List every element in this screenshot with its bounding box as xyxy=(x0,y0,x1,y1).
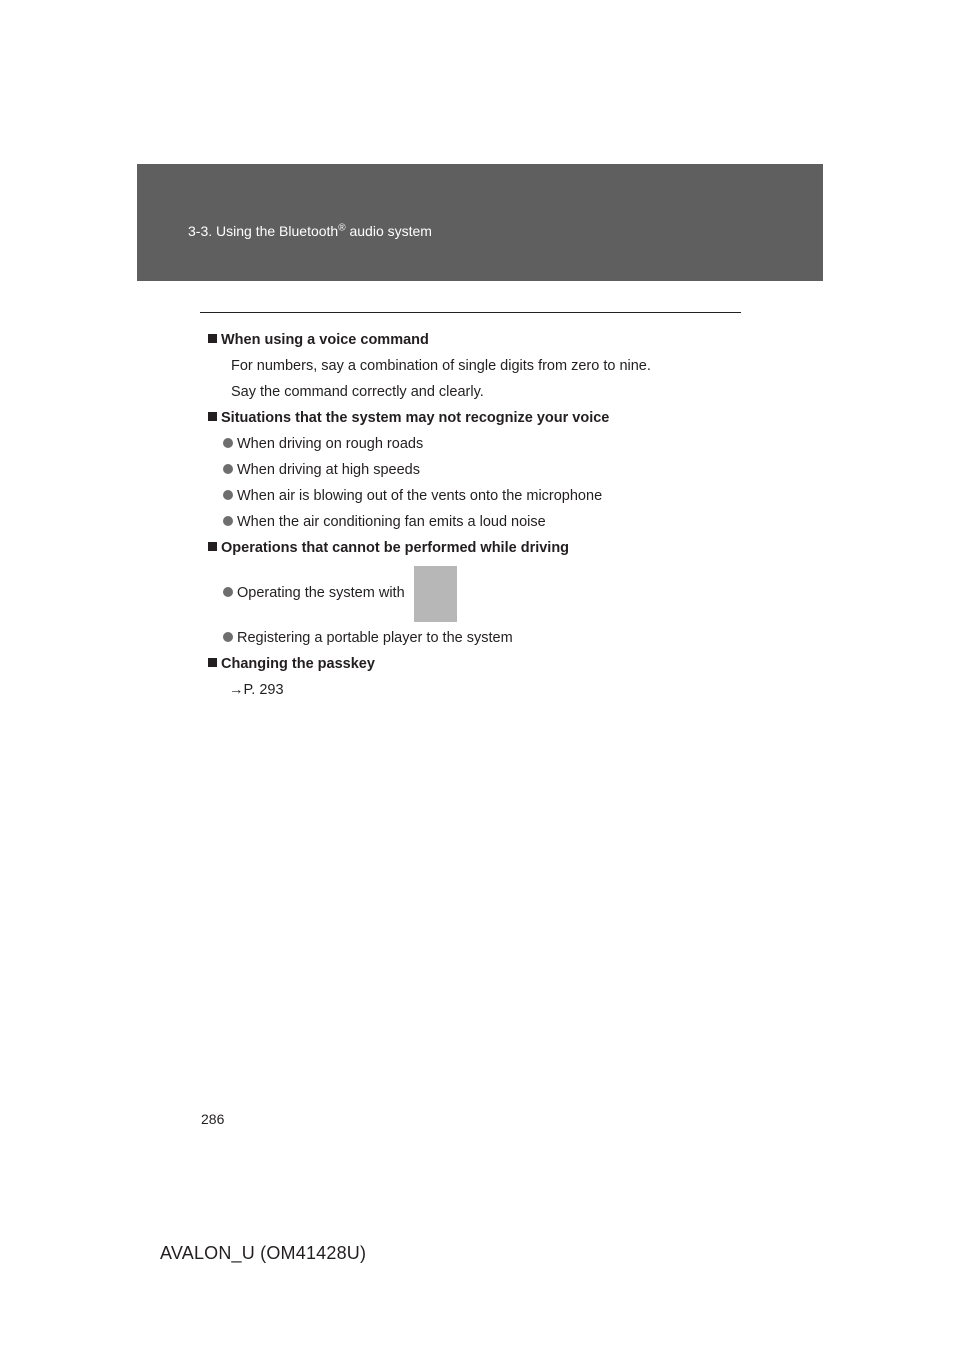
section-title-prefix: 3-3. Using the Bluetooth xyxy=(188,223,339,239)
round-bullet-icon xyxy=(223,587,233,597)
manual-code: AVALON_U (OM41428U) xyxy=(160,1243,367,1263)
page-reference xyxy=(229,677,284,703)
list-item-text: When air is blowing out of the vents onto the microphone xyxy=(237,488,603,504)
list-item-text: Registering a portable player to the system xyxy=(237,630,513,646)
page-number: 286 xyxy=(201,1111,225,1127)
square-bullet-icon xyxy=(208,412,217,421)
round-bullet-icon xyxy=(223,438,233,448)
section-title-suffix: audio system xyxy=(345,223,432,239)
heading-text: Situations that the system may not recognize your voice xyxy=(221,410,610,426)
heading-text: Operations that cannot be performed while driving xyxy=(221,540,570,556)
list-item xyxy=(208,431,748,457)
talk-switch-icon xyxy=(414,566,457,622)
heading-not-recognize xyxy=(208,405,748,431)
section-title xyxy=(188,223,432,239)
round-bullet-icon xyxy=(223,632,233,642)
list-item xyxy=(208,457,748,483)
list-item xyxy=(223,580,405,606)
list-item-text: When the air conditioning fan emits a loud noise xyxy=(237,514,546,530)
heading-cannot-perform xyxy=(208,535,748,561)
list-item-text: When driving on rough roads xyxy=(237,436,424,452)
arrow-right-icon: → xyxy=(229,682,244,698)
heading-voice-command xyxy=(208,327,748,353)
section-header-band xyxy=(137,164,823,281)
page-reference-link[interactable]: P. 293 xyxy=(243,682,284,698)
list-item-text: Operating the system with xyxy=(237,585,405,601)
heading-text: Changing the passkey xyxy=(221,656,375,672)
square-bullet-icon xyxy=(208,542,217,551)
square-bullet-icon xyxy=(208,658,217,667)
heading-passkey xyxy=(208,651,375,677)
registered-mark: ® xyxy=(338,222,346,234)
round-bullet-icon xyxy=(223,516,233,526)
square-bullet-icon xyxy=(208,334,217,343)
round-bullet-icon xyxy=(223,464,233,474)
list-item xyxy=(223,625,513,651)
list-item-text: When driving at high speeds xyxy=(237,462,420,478)
list-item xyxy=(208,509,748,535)
list-item xyxy=(208,483,748,509)
page-content xyxy=(208,327,748,561)
voice-command-text-2: Say the command correctly and clearly. xyxy=(231,384,484,400)
voice-command-text-1: For numbers, say a combination of single digits from zero to nine. xyxy=(231,358,651,374)
round-bullet-icon xyxy=(223,490,233,500)
top-divider xyxy=(200,312,741,313)
heading-text: When using a voice command xyxy=(221,332,429,348)
